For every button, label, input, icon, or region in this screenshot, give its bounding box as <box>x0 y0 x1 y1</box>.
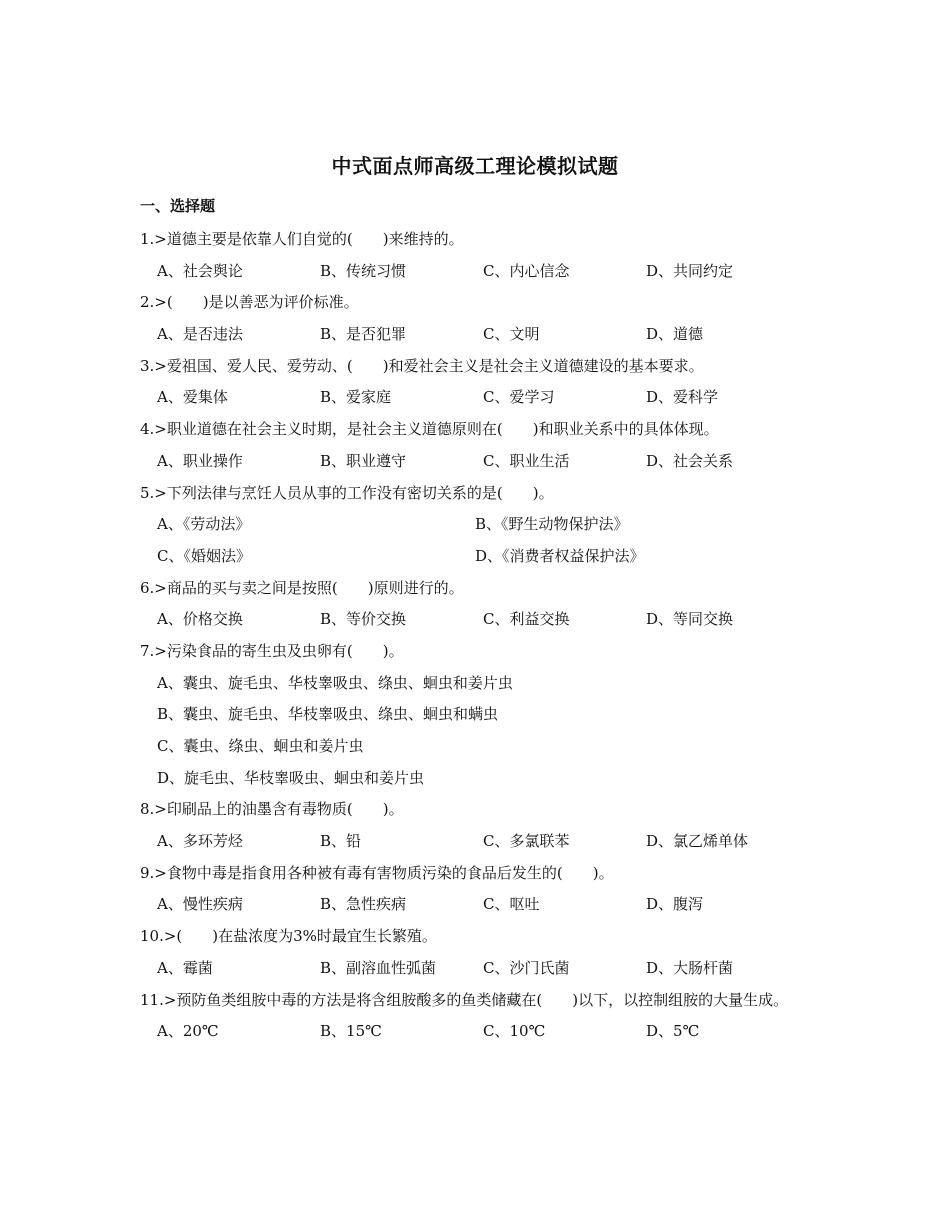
option-row <box>140 826 820 858</box>
option-d: D、腹泻 <box>646 895 704 914</box>
option-b: B、囊虫、旋毛虫、华枝睾吸虫、绦虫、蛔虫和螨虫 <box>157 705 499 724</box>
option-row <box>140 509 820 541</box>
question-text: 3.>爱祖国、爱人民、爱劳动、( )和爱社会主义是社会主义道德建设的基本要求。 <box>140 356 704 375</box>
option-b: B、急性疾病 <box>320 895 407 914</box>
option-c: C、多氯联苯 <box>483 832 570 851</box>
option-row <box>140 1016 820 1048</box>
option-a: A、慢性疾病 <box>157 895 243 914</box>
option-row <box>140 541 820 573</box>
option-d: D、大肠杆菌 <box>646 958 734 977</box>
option-d: D、等同交换 <box>646 610 734 629</box>
option-c: C、职业生活 <box>483 451 570 470</box>
option-row <box>140 953 820 985</box>
option-c: C、利益交换 <box>483 610 570 629</box>
option-b: B、传统习惯 <box>320 261 407 280</box>
option-a: A、多环芳烃 <box>157 832 243 851</box>
option-b: B、《野生动物保护法》 <box>475 515 629 534</box>
option-d: D、氯乙烯单体 <box>646 832 749 851</box>
option-a: A、职业操作 <box>157 451 243 470</box>
option-c: C、内心信念 <box>483 261 570 280</box>
option-row <box>140 256 820 288</box>
option-c: C、囊虫、绦虫、蛔虫和姜片虫 <box>157 737 364 755</box>
option-d: D、共同约定 <box>646 261 734 280</box>
section-heading: 一、选择题 <box>140 197 216 215</box>
option-b: B、铅 <box>320 832 362 851</box>
document-title: 中式面点师高级工理论模拟试题 <box>331 154 619 178</box>
option-d: D、旋毛虫、华枝睾吸虫、蛔虫和姜片虫 <box>157 768 425 787</box>
option-b: B、15℃ <box>320 1022 382 1041</box>
option-row <box>140 319 820 351</box>
question-text: 8.>印刷品上的油墨含有毒物质( )。 <box>140 800 404 819</box>
option-c: C、沙门氏菌 <box>483 958 570 977</box>
option-a: A、价格交换 <box>157 610 243 629</box>
option-a: A、20℃ <box>157 1022 219 1041</box>
option-d: D、《消费者权益保护法》 <box>475 546 645 565</box>
option-a: A、爱集体 <box>157 388 228 407</box>
question-list <box>140 224 820 1048</box>
option-d: D、爱科学 <box>646 388 719 407</box>
option-d: D、道德 <box>646 325 704 344</box>
question-text: 10.>( )在盐浓度为3%时最宜生长繁殖。 <box>140 927 437 946</box>
option-row <box>140 382 820 414</box>
option-c: C、文明 <box>483 325 540 344</box>
option-row <box>140 604 820 636</box>
option-c: C、爱学习 <box>483 388 555 407</box>
option-b: B、副溶血性弧菌 <box>320 958 437 977</box>
option-row <box>140 446 820 478</box>
question-text: 1.>道德主要是依靠人们自觉的( )来维持的。 <box>140 230 464 248</box>
question-text: 4.>职业道德在社会主义时期，是社会主义道德原则在( )和职业关系中的具体体现。 <box>140 420 719 439</box>
option-d: D、社会关系 <box>646 451 734 470</box>
option-b: B、职业遵守 <box>320 451 407 470</box>
question-text: 6.>商品的买与卖之间是按照( )原则进行的。 <box>140 578 464 597</box>
question-text: 11.>预防鱼类组胺中毒的方法是将含组胺酸多的鱼类储藏在( )以下，以控制组胺的大量生成。 <box>140 990 789 1009</box>
option-b: B、是否犯罪 <box>320 325 407 344</box>
question-text: 9.>食物中毒是指食用各种被有毒有害物质污染的食品后发生的( )。 <box>140 863 614 882</box>
option-c: C、呕吐 <box>483 895 540 914</box>
option-a: A、《劳动法》 <box>157 515 251 534</box>
option-row <box>140 889 820 921</box>
option-a: A、社会舆论 <box>157 261 243 280</box>
question-text: 7.>污染食品的寄生虫及虫卵有( )。 <box>140 641 404 660</box>
option-d: D、5℃ <box>646 1022 700 1041</box>
question-text: 5.>下列法律与烹饪人员从事的工作没有密切关系的是( )。 <box>140 483 554 502</box>
option-c: C、《婚姻法》 <box>157 546 251 565</box>
option-a: A、囊虫、旋毛虫、华枝睾吸虫、绦虫、蛔虫和姜片虫 <box>157 673 513 692</box>
option-c: C、10℃ <box>483 1022 546 1041</box>
option-b: B、等价交换 <box>320 610 407 629</box>
question-text: 2.>( )是以善恶为评价标准。 <box>140 293 359 312</box>
option-a: A、是否违法 <box>157 325 243 344</box>
option-b: B、爱家庭 <box>320 388 392 407</box>
option-a: A、霉菌 <box>157 958 213 977</box>
